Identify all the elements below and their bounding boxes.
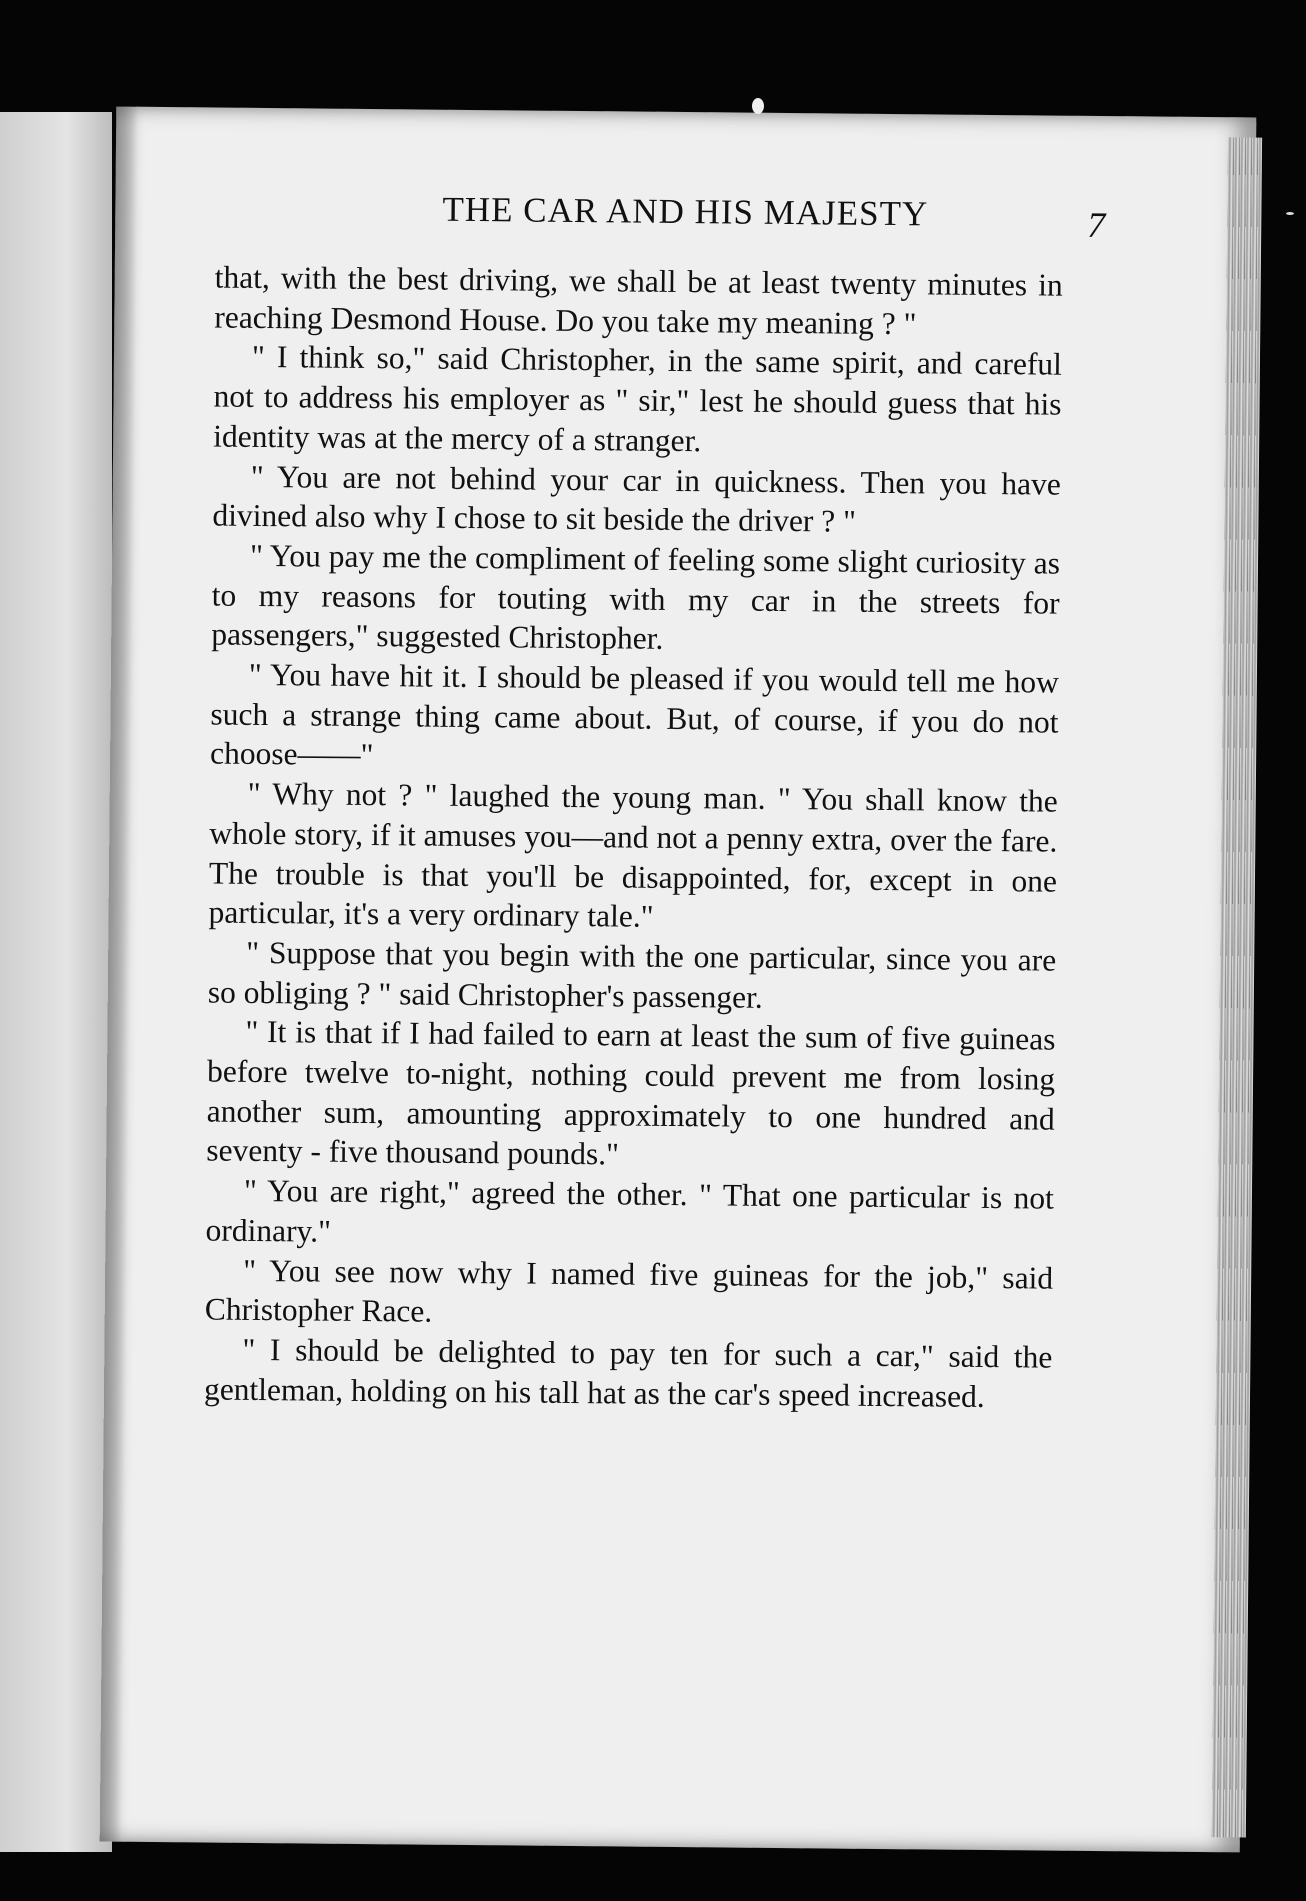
book-page <box>100 107 1257 1853</box>
scan-speck <box>752 98 764 114</box>
paragraph: " Suppose that you begin with the one particular, since you are so obliging ? " said Christopher's passenger. <box>207 934 1057 1015</box>
paragraph: " You see now why I named five guineas for the job," said Christopher Race. <box>204 1252 1054 1329</box>
paragraph: " I should be delighted to pay ten for such a car," said the gentleman, holding on his tall hat as the car's speed increased. <box>203 1331 1053 1414</box>
page-stack-edge <box>1212 137 1262 1837</box>
paragraph: " You pay me the compliment of feeling some slight curiosity as to my reasons for touting with my car in the streets for passengers," suggested Christopher. <box>211 537 1061 657</box>
scan-speck <box>1286 212 1294 215</box>
paragraph: " I think so," said Christopher, in the same spirit, and careful not to address his employer as " sir," lest he should guess that his identity was at the mercy of a stranger. <box>213 339 1063 459</box>
paragraph: " You have hit it. I should be pleased if you would tell me how such a strange thing came about. But, of course, if you do not choose——" <box>209 656 1060 773</box>
paragraph: " It is that if I had failed to earn at least the sum of five guineas before twelve to-night, nothing could prevent me from losing another sum, amounting approximately to one hundred and seventy - five thousand pounds." <box>206 1014 1056 1172</box>
paragraph: " Why not ? " laughed the young man. " You shall know the whole story, if it amuses you—and not a penny extra, over the fare. The trouble is that you'll be disappointed, for, except in one particular, it's a very ordinary tale." <box>208 776 1058 935</box>
paragraph: that, with the best driving, we shall be at least twenty minutes in reaching Desmond House. Do you take my meaning ? " <box>214 259 1063 341</box>
running-head: THE CAR AND HIS MAJESTY <box>442 189 929 234</box>
page-number: 7 <box>1087 204 1106 246</box>
paragraph: " You are not behind your car in quickness. Then you have divined also why I chose to sit beside the driver ? " <box>212 458 1061 539</box>
paragraph: " You are right," agreed the other. " That one particular is not ordinary." <box>205 1173 1055 1249</box>
left-page-edge <box>0 112 112 1852</box>
body-text <box>204 258 1063 1417</box>
